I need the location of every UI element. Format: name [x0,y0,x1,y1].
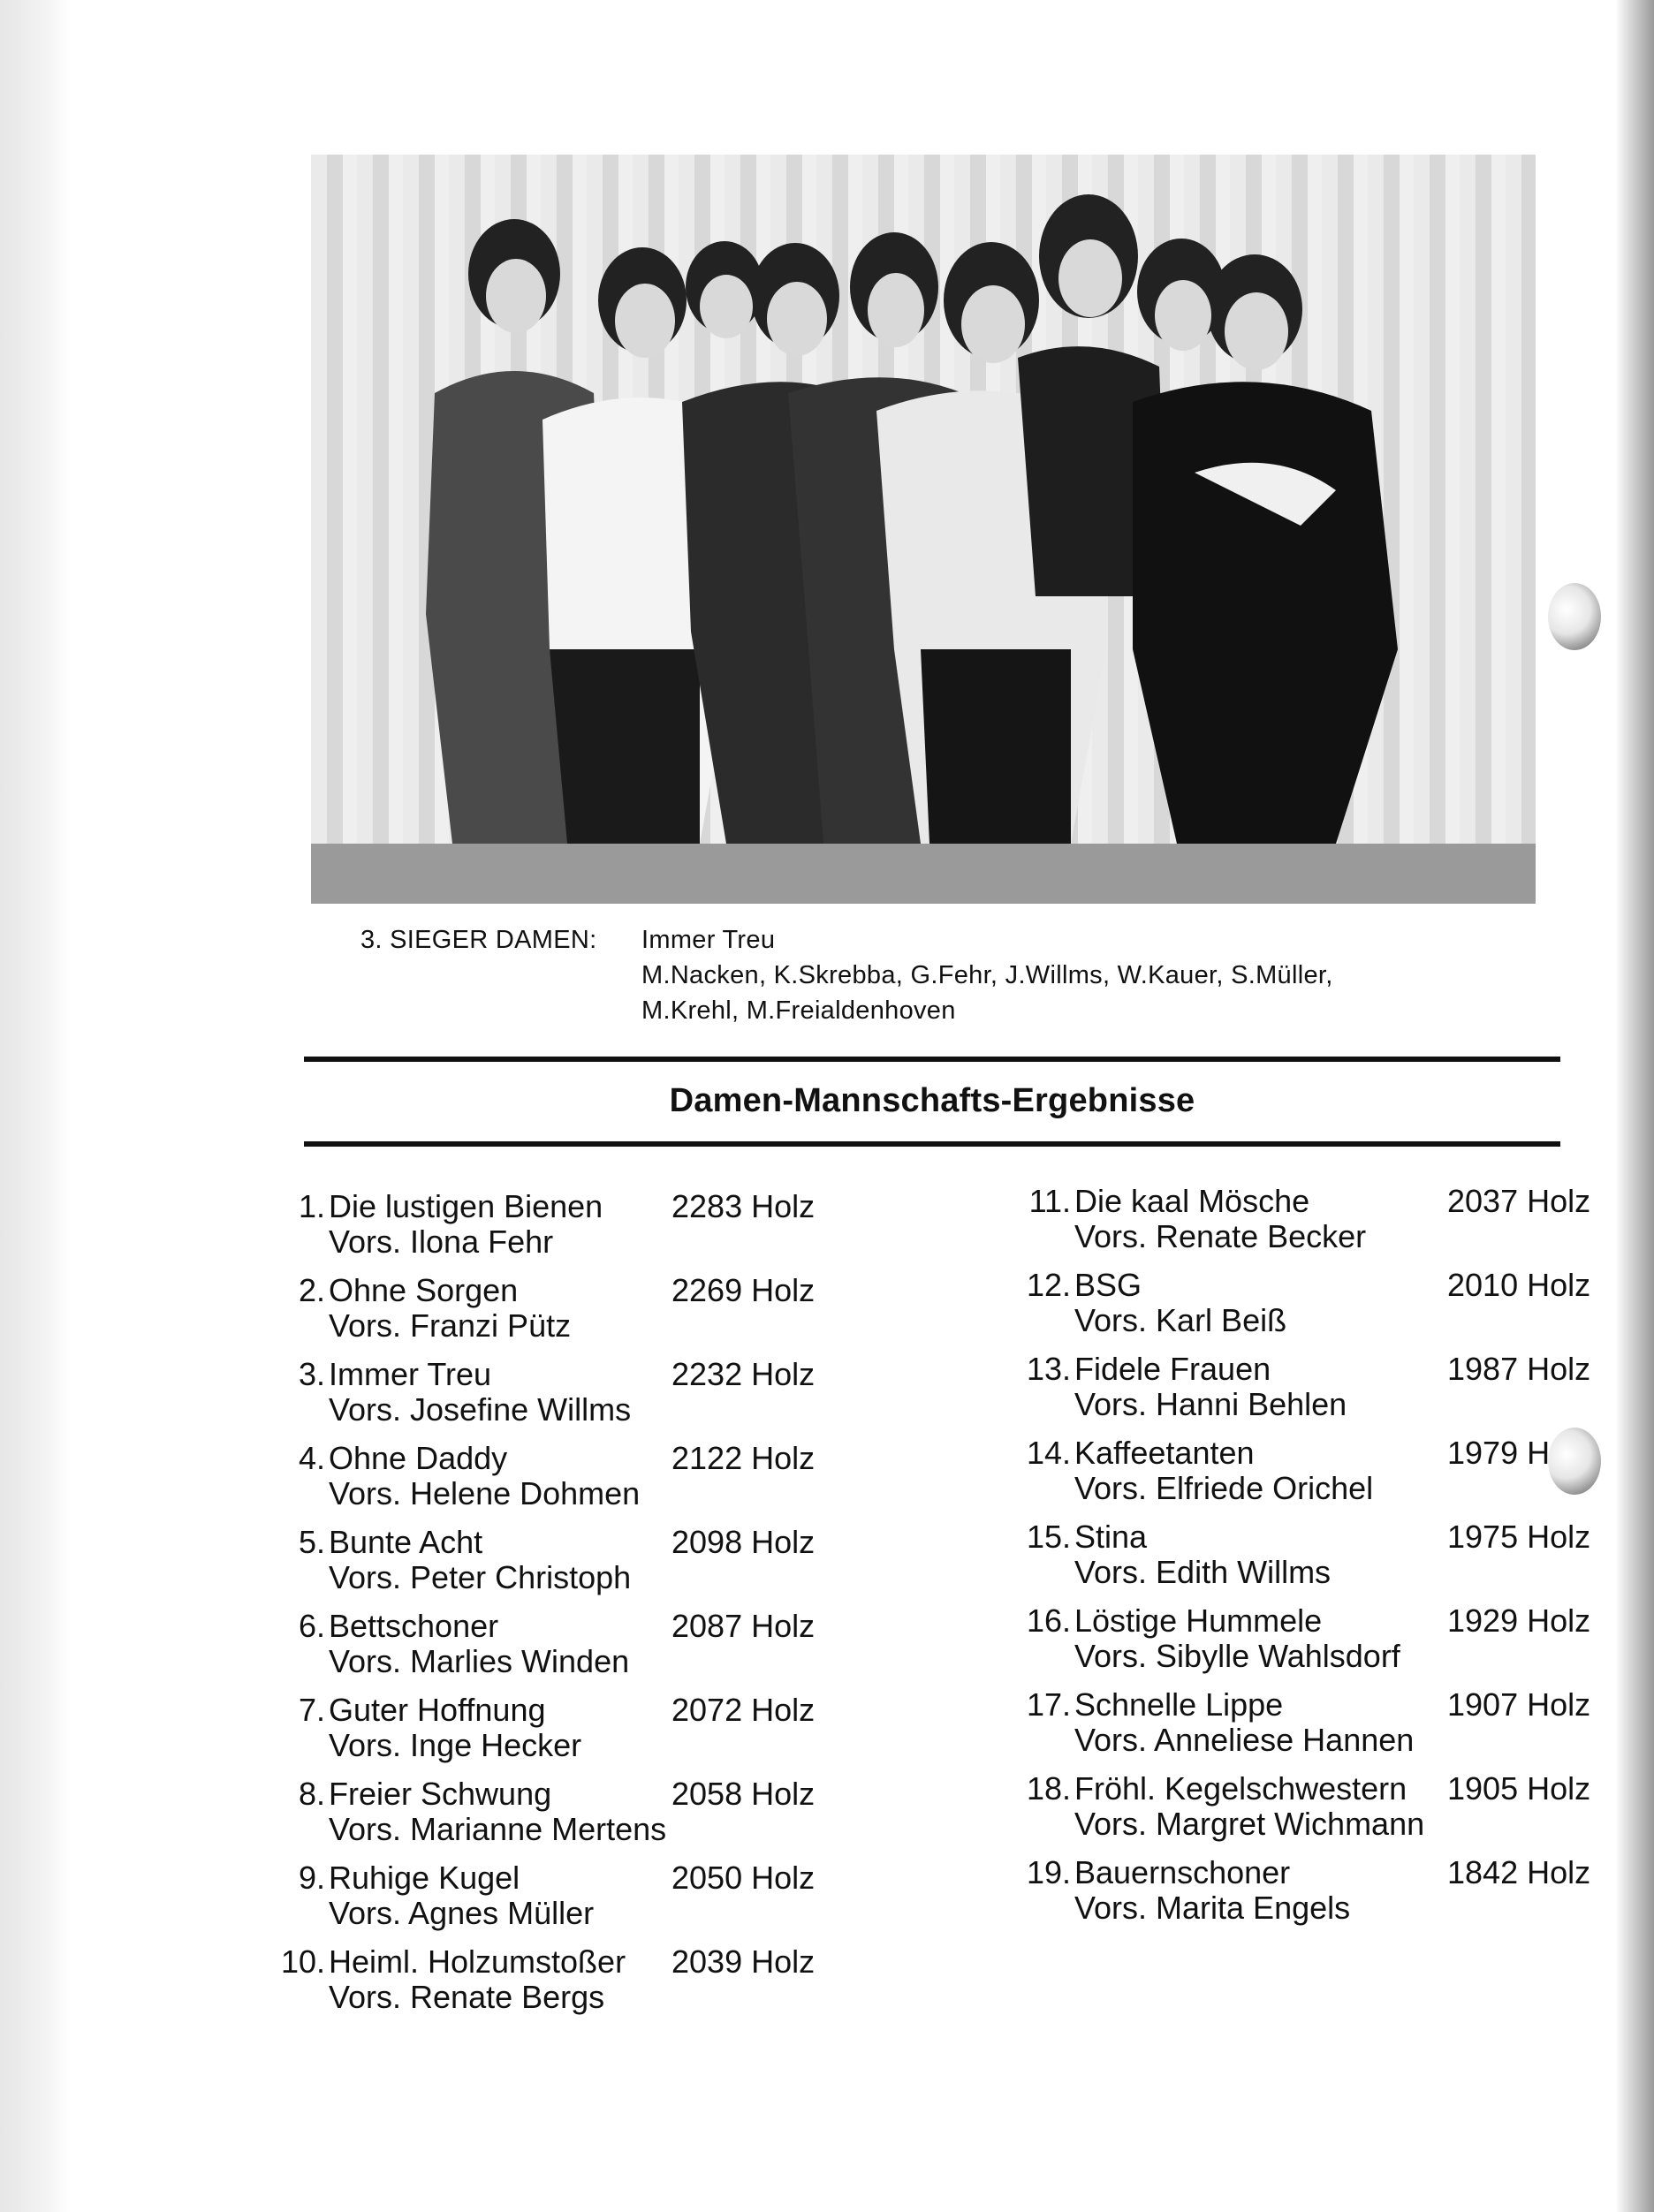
group-photo [311,155,1536,904]
result-rank: 10. [280,1943,325,1980]
result-rank: 19. [1026,1854,1071,1890]
result-chairperson: Vors. Anneliese Hannen [1074,1722,1415,1758]
caption-names-line2: M.Krehl, M.Freialdenhoven [641,996,956,1025]
result-chairperson: Vors. Margret Wichmann [1074,1806,1425,1842]
result-rank: 6. [298,1608,325,1644]
result-team: Fidele Frauen [1074,1351,1271,1387]
result-score: 1987 Holz [1447,1351,1591,1387]
result-chairperson: Vors. Marianne Mertens [329,1811,667,1847]
punch-hole-icon [1548,1428,1601,1495]
result-chairperson: Vors. Sibylle Wahlsdorf [1074,1638,1400,1674]
result-rank: 16. [1026,1602,1071,1639]
result-score: 2087 Holz [671,1608,816,1644]
result-rank: 7. [298,1692,325,1728]
result-chairperson: Vors. Helene Dohmen [329,1475,641,1511]
result-score: 1905 Holz [1447,1770,1591,1807]
result-team: BSG [1074,1267,1142,1303]
result-team: Bauernschoner [1074,1854,1291,1890]
result-score: 2098 Holz [671,1524,816,1560]
result-chairperson: Vors. Franzi Pütz [329,1307,572,1344]
rule-bottom [304,1141,1560,1147]
result-rank: 15. [1026,1519,1071,1555]
result-score: 2232 Holz [671,1356,816,1392]
result-score: 1975 Holz [1447,1519,1591,1555]
result-chairperson: Vors. Peter Christoph [329,1559,632,1595]
result-chairperson: Vors. Agnes Müller [329,1895,595,1931]
result-score: 2010 Holz [1447,1267,1591,1303]
page-edge-right [1615,0,1654,2212]
result-rank: 13. [1026,1351,1071,1387]
result-score: 1979 H [1447,1435,1551,1471]
group-photo-icon [311,155,1536,904]
result-team: Ruhige Kugel [329,1860,520,1896]
result-team: Bettschoner [329,1608,499,1644]
result-chairperson: Vors. Hanni Behlen [1074,1386,1347,1422]
result-score: 1929 Holz [1447,1602,1591,1639]
result-chairperson: Vors. Karl Beiß [1074,1302,1287,1338]
result-score: 2050 Holz [671,1860,816,1896]
result-rank: 11. [1028,1183,1071,1219]
result-rank: 12. [1026,1267,1071,1303]
result-team: Stina [1074,1519,1148,1555]
result-score: 2283 Holz [671,1188,816,1224]
result-score: 2039 Holz [671,1943,816,1980]
result-team: Guter Hoffnung [329,1692,546,1728]
result-chairperson: Vors. Ilona Fehr [329,1223,554,1260]
result-team: Fröhl. Kegelschwestern [1074,1770,1407,1807]
result-rank: 4. [298,1440,325,1476]
result-score: 1907 Holz [1447,1686,1591,1723]
punch-hole-icon [1548,583,1601,650]
section-title: Damen-Mannschafts-Ergebnisse [669,1082,1195,1119]
result-rank: 14. [1026,1435,1071,1471]
result-score: 2058 Holz [671,1776,816,1812]
result-chairperson: Vors. Inge Hecker [329,1727,582,1763]
result-score: 2072 Holz [671,1692,816,1728]
result-score: 2122 Holz [671,1440,816,1476]
result-chairperson: Vors. Elfriede Orichel [1074,1470,1374,1506]
result-rank: 2. [298,1272,325,1308]
result-rank: 8. [298,1776,325,1812]
result-chairperson: Vors. Edith Willms [1074,1554,1332,1590]
result-rank: 5. [298,1524,325,1560]
result-team: Bunte Acht [329,1524,483,1560]
result-rank: 18. [1026,1770,1071,1807]
result-team: Schnelle Lippe [1074,1686,1284,1723]
result-score: 1842 Holz [1447,1854,1591,1890]
result-team: Immer Treu [329,1356,492,1392]
caption-names-line1: M.Nacken, K.Skrebba, G.Fehr, J.Willms, W.Kauer, S.Müller, [641,961,1333,989]
result-rank: 9. [298,1860,325,1896]
caption-label: 3. SIEGER DAMEN: [360,926,597,954]
result-team: Heiml. Holzumstoßer [329,1943,626,1980]
result-chairperson: Vors. Josefine Willms [329,1391,632,1428]
rule-top [304,1057,1560,1062]
result-chairperson: Vors. Marlies Winden [329,1643,630,1679]
result-team: Freier Schwung [329,1776,552,1812]
result-team: Ohne Daddy [329,1440,508,1476]
result-team: Die kaal Mösche [1074,1183,1310,1219]
caption-team: Immer Treu [641,926,776,954]
result-score: 2269 Holz [671,1272,816,1308]
result-team: Kaffeetanten [1074,1435,1255,1471]
result-rank: 17. [1026,1686,1071,1723]
result-score: 2037 Holz [1447,1183,1591,1219]
result-chairperson: Vors. Marita Engels [1074,1890,1351,1926]
result-team: Die lustigen Bienen [329,1188,603,1224]
result-team: Ohne Sorgen [329,1272,519,1308]
result-chairperson: Vors. Renate Becker [1074,1218,1367,1254]
page-edge-left [0,0,69,2212]
result-rank: 3. [298,1356,325,1392]
result-team: Löstige Hummele [1074,1602,1323,1639]
result-chairperson: Vors. Renate Bergs [329,1979,605,2015]
result-rank: 1. [298,1188,325,1224]
